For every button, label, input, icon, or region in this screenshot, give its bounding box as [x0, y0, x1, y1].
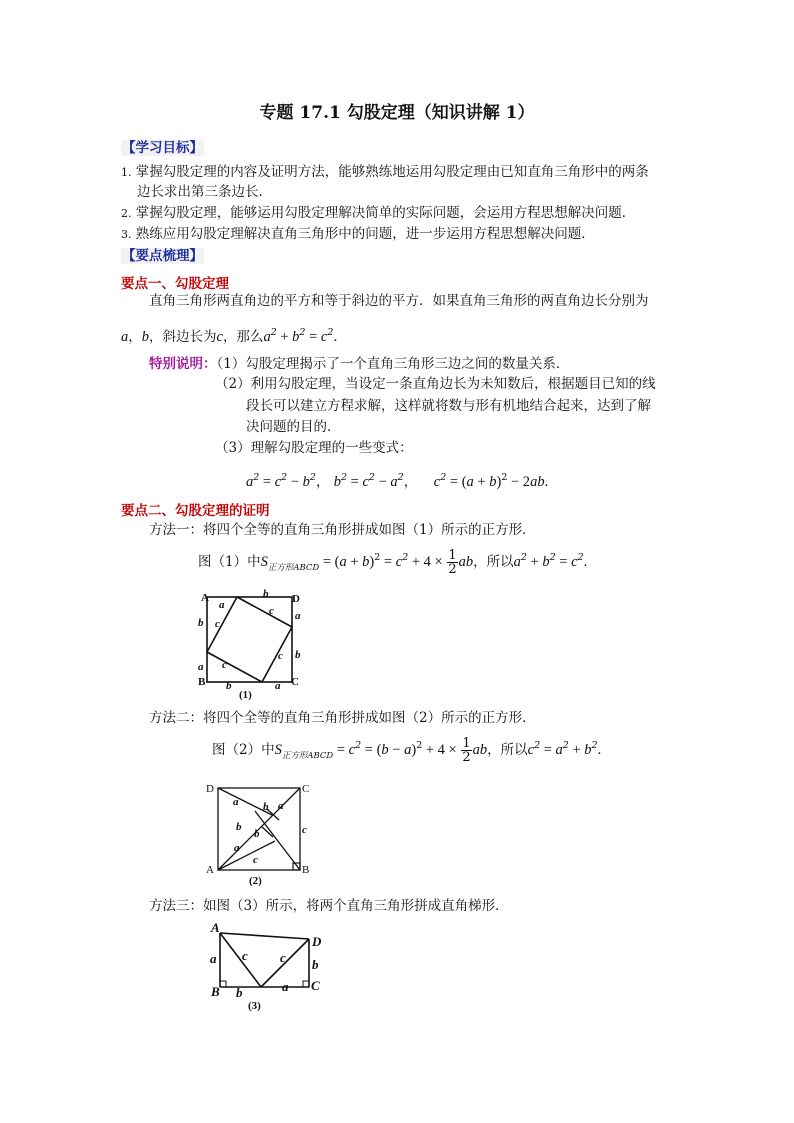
fig1-label: a	[198, 661, 204, 673]
fig2-label: c	[302, 824, 307, 836]
point1-heading: 要点一、勾股定理	[121, 276, 229, 292]
fig2-label: b	[254, 828, 260, 840]
fig1-label: a	[295, 610, 301, 622]
fig2-vertex-c: C	[302, 783, 310, 795]
fig3-label: c	[280, 950, 286, 965]
fig2-label: a	[234, 842, 240, 854]
fig1-hyp-label: c	[269, 605, 274, 617]
fig2-label: a	[233, 796, 239, 808]
fig1-hyp-label: c	[215, 618, 220, 630]
goal-item-2: 2. 掌握勾股定理，能够运用勾股定理解决简单的实际问题，会运用方程思想解决问题．	[121, 205, 636, 221]
method1-text: 方法一：将四个全等的直角三角形拼成如图（1）所示的正方形．	[149, 522, 536, 538]
fig1-hyp-label: c	[278, 650, 283, 662]
point1-formula-line: a，b，斜边长为c，那么$a^2 + b^2 = c^2$．	[121, 327, 347, 345]
fig1-vertex-b: B	[198, 676, 206, 688]
fig3-caption: (3)	[248, 1000, 261, 1012]
note-line-1: 特别说明：（1）勾股定理揭示了一个直角三角形三边之间的数量关系．	[149, 356, 570, 372]
figure-1	[195, 588, 305, 700]
fig2-vertex-b: B	[302, 864, 310, 876]
note-2-line-1: （2）利用勾股定理，当设定一条直角边长为未知数后，根据题目已知的线	[215, 376, 656, 392]
figure-3	[203, 918, 333, 1013]
goal-item-1-cont: 边长求出第三条边长．	[137, 184, 272, 200]
goal-item-1: 1. 掌握勾股定理的内容及证明方法，能够熟练地运用勾股定理由已知直角三角形中的两条	[121, 164, 649, 180]
fig2-label: b	[236, 821, 242, 833]
fig1-label: b	[295, 649, 301, 661]
fig1-label: b	[198, 617, 204, 629]
goal-item-3: 3. 熟练应用勾股定理解决直角三角形中的问题，进一步运用方程思想解决问题．	[121, 226, 595, 242]
fig1-vertex-c: C	[291, 676, 299, 688]
variant-formulas: $a^2 = c^2 - b^2$， $b^2 = c^2 - a^2$， $c^2 = (a + b)^2 - 2ab$.	[246, 472, 549, 490]
fig3-label: b	[236, 985, 243, 1000]
fig2-label: c	[253, 854, 258, 866]
method2-formula: 图（2）中$S_{正方形ABCD} = c^2 = (b - a)^2 + 4$ × $\frac{1}{2}$ ab，所以$c^2 = a^2 + b^2$.	[212, 736, 602, 765]
fig1-label: a	[275, 680, 281, 692]
note-2-line-3: 决问题的目的．	[246, 419, 341, 435]
fig3-label: a	[282, 979, 289, 994]
fig1-vertex-a: A	[201, 592, 209, 604]
point2-heading: 要点二、勾股定理的证明	[121, 503, 270, 519]
note-2-line-2: 段长可以建立方程求解，这样就将数与形有机地结合起来，达到了解	[246, 398, 651, 414]
fig3-vertex-d: D	[312, 934, 322, 949]
fig1-hyp-label: c	[222, 659, 227, 671]
goals-heading: 【学习目标】	[122, 140, 203, 156]
points-heading: 【要点梳理】	[122, 248, 203, 264]
fig3-vertex-c: C	[311, 978, 320, 993]
fig2-label: a	[278, 800, 284, 812]
fig1-label: b	[263, 588, 269, 600]
point1-statement: 直角三角形两直角边的平方和等于斜边的平方．如果直角三角形的两直角边长分别为	[149, 293, 649, 309]
note-3: （3）理解勾股定理的一些变式：	[215, 440, 413, 456]
fig2-vertex-a: A	[206, 864, 214, 876]
fig2-caption: (2)	[249, 875, 262, 887]
fig1-caption: (1)	[239, 689, 252, 700]
method2-text: 方法二：将四个全等的直角三角形拼成如图（2）所示的正方形．	[149, 710, 536, 726]
method1-formula: 图（1）中$S_{正方形ABCD} = (a + b)^2 = c^2 + 4$ × $\frac{1}{2}$ ab，所以$a^2 + b^2 = c^2$.	[198, 548, 588, 577]
figure-2	[203, 779, 318, 891]
fig1-label: b	[226, 680, 232, 692]
fig2-label: b	[263, 801, 269, 813]
method3-text: 方法三：如图（3）所示，将两个直角三角形拼成直角梯形．	[149, 898, 509, 914]
fig3-vertex-a: A	[211, 920, 220, 935]
fig2-vertex-d: D	[206, 783, 214, 795]
fig3-label: b	[312, 957, 319, 972]
fig1-label: a	[219, 599, 225, 611]
fig3-label: a	[210, 951, 217, 966]
fig3-label: c	[242, 948, 248, 963]
fig1-vertex-d: D	[292, 593, 300, 605]
fig3-right-angle-c	[303, 981, 309, 987]
fig3-vertex-b: B	[211, 984, 220, 999]
page-title: 专题 17.1 勾股定理（知识讲解 1）	[259, 103, 535, 123]
fig3-right-angle-b	[220, 981, 226, 987]
